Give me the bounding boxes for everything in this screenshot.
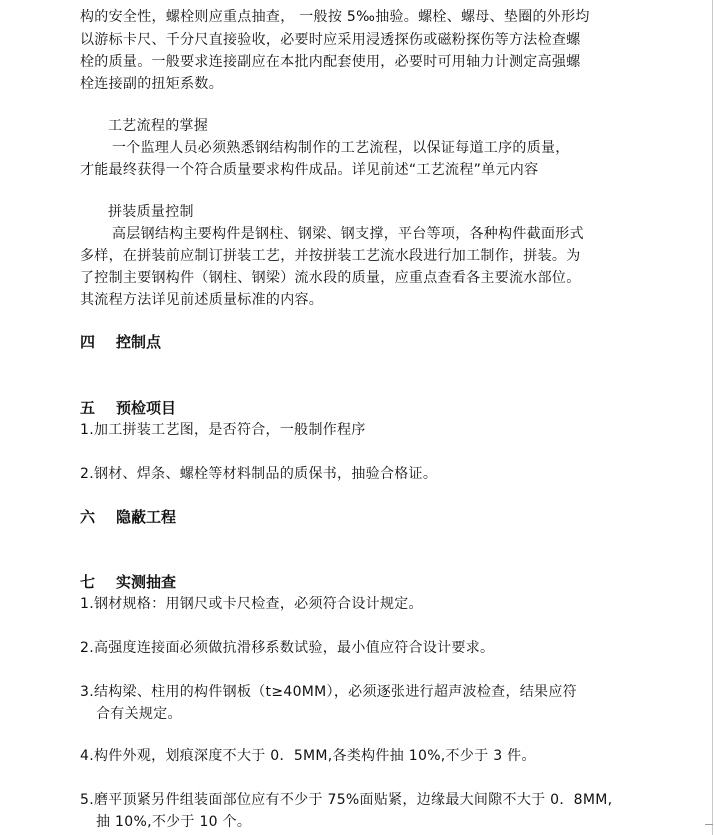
process-section-title: 工艺流程的掌握 (108, 118, 209, 134)
section-6-heading (80, 507, 176, 527)
section-number: 四 (80, 333, 96, 351)
section-4-heading (80, 332, 161, 352)
section-number: 七 (80, 573, 96, 591)
section-number: 五 (80, 399, 96, 417)
inspection-item: 5.磨平顶紧另件组装面部位应有不少于 75%面贴紧，边缘最大间隙不大于 0．8MM, (80, 792, 613, 808)
section-5-heading (80, 398, 176, 418)
precheck-item: 2.钢材、焊条、螺栓等材料制品的质保书，抽验合格证。 (80, 466, 438, 482)
bolt-paragraph-line: 栓的质量。一般要求连接副应在本批内配套使用，必要时可用轴力计测定高强螺 (80, 54, 581, 70)
inspection-item-continuation: 合有关规定。 (96, 706, 182, 722)
assembly-paragraph-line: 高层钢结构主要构件是钢柱、钢梁、钢支撑，平台等项，各种构件截面形式 (112, 226, 584, 242)
process-paragraph-line: 一个监理人员必须熟悉钢结构制作的工艺流程，以保证每道工序的质量， (112, 140, 570, 156)
inspection-item: 4.构件外观，划痕深度不大于 0．5MM,各类构件抽 10%,不少于 3 件。 (80, 748, 536, 764)
right-margin-line (712, 0, 713, 835)
inspection-item-continuation: 抽 10%,不少于 10 个。 (96, 814, 252, 830)
section-title: 预检项目 (116, 399, 177, 417)
assembly-paragraph-line: 其流程方法详见前述质量标准的内容。 (80, 292, 324, 308)
section-title: 实测抽查 (116, 573, 177, 591)
section-7-heading (80, 572, 176, 592)
inspection-item: 1.钢材规格：用钢尺或卡尺检查，必须符合设计规定。 (80, 596, 423, 612)
assembly-paragraph-line: 多样，在拼装前应制订拼装工艺，并按拼装工艺流水段进行加工制作，拼装。为 (80, 248, 581, 264)
margin-corner-mark (705, 824, 713, 825)
assembly-section-title: 拼装质量控制 (108, 204, 194, 220)
bolt-paragraph-line: 以游标卡尺、千分尺直接验收，必要时应采用浸透探伤或磁粉探伤等方法检查螺 (80, 32, 581, 48)
process-paragraph-line: 才能最终获得一个符合质量要求构件成品。详见前述“工艺流程”单元内容 (80, 162, 539, 178)
bolt-paragraph-line: 栓连接副的扭矩系数。 (80, 76, 223, 92)
section-title: 隐蔽工程 (116, 508, 177, 526)
inspection-item: 3.结构梁、柱用的构件钢板（t≥40MM），必须逐张进行超声波检查，结果应符 (80, 684, 577, 700)
section-number: 六 (80, 508, 96, 526)
section-title: 控制点 (116, 333, 162, 351)
bolt-paragraph-line: 构的安全性，螺栓则应重点抽查， 一般按 5‰抽验。螺栓、螺母、垫圈的外形均 (80, 9, 590, 25)
inspection-item: 2.高强度连接面必须做抗滑移系数试验，最小值应符合设计要求。 (80, 640, 495, 656)
assembly-paragraph-line: 了控制主要钢构件（钢柱、钢梁）流水段的质量，应重点查看各主要流水部位。 (80, 270, 581, 286)
precheck-item: 1.加工拼装工艺图，是否符合，一般制作程序 (80, 422, 366, 438)
